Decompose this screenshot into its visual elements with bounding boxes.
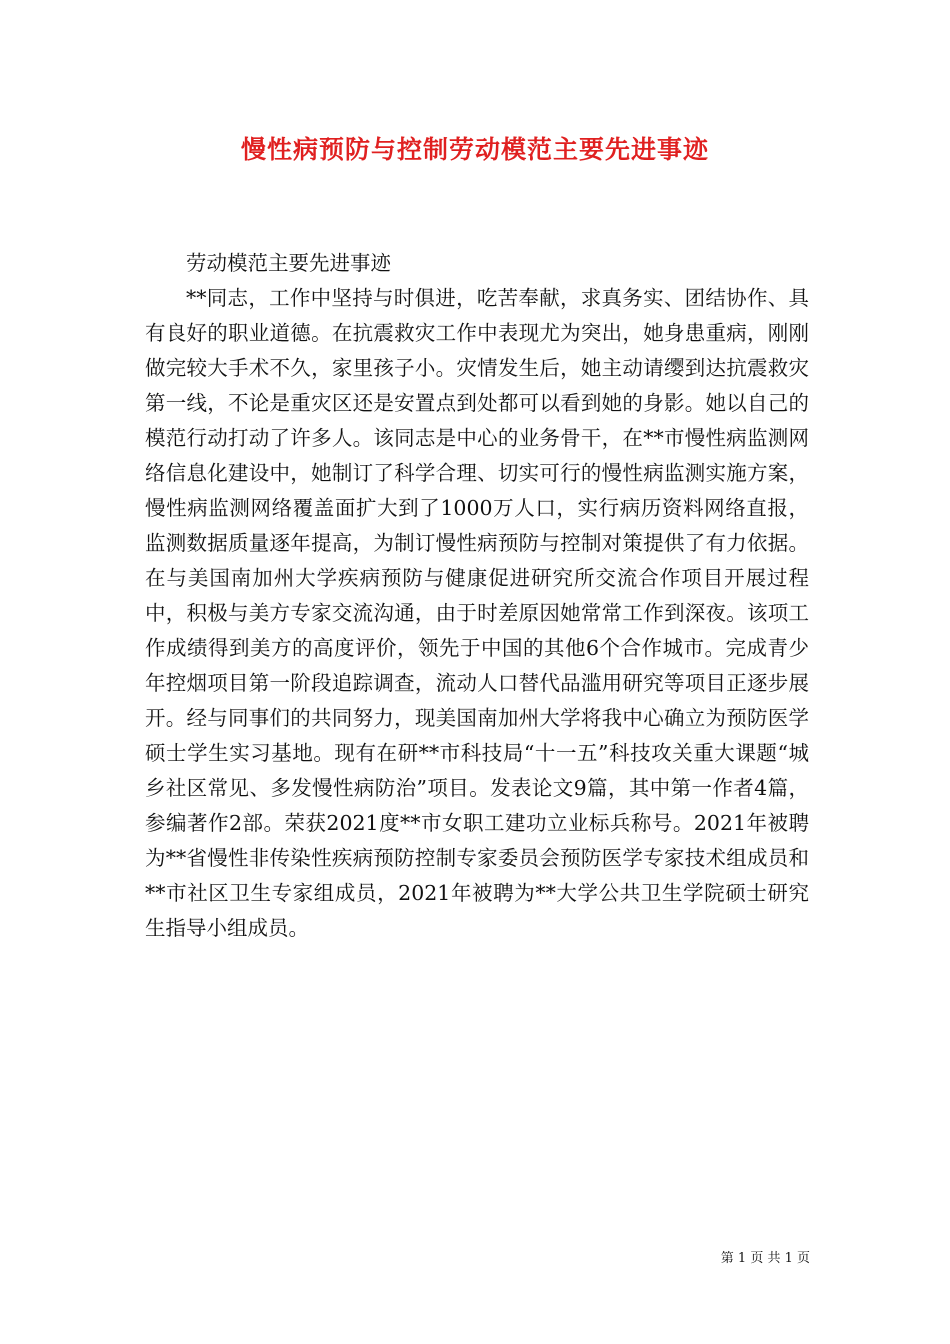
page-number-footer: 第 1 页 共 1 页	[720, 1251, 810, 1266]
body-paragraph-heading: 劳动模范主要先进事迹	[186, 251, 391, 275]
document-title: 慢性病预防与控制劳动模范主要先进事迹	[240, 135, 709, 164]
body-paragraph-main: **同志，工作中坚持与时俱进，吃苦奉献，求真务实、团结协作、具有良好的职业道德。在抗震救灾工作中表现尤为突出，她身患重病，刚刚做完较大手术不久，家里孩子小。灾情发生后，她主动请缨到达抗震救灾第一线，不论是重灾区还是安置点到处都可以看到她的身影。她以自己的模范行动打动了许多人。该同志是中心的业务骨干，在**市慢性病监测网络信息化建设中，她制订了科学合理、切实可行的慢性病监测实施方案，慢性病监测网络覆盖面扩大到了1000万人口，实行病历资料网络直报，监测数据质量逐年提高，为制订慢性病预防与控制对策提供了有力依据。在与美国南加州大学疾病预防与健康促进研究所交流合作项目开展过程中，积极与美方专家交流沟通，由于时差原因她常常工作到深夜。该项工作成绩得到美方的高度评价，领先于中国的其他6个合作城市。完成青少年控烟项目第一阶段追踪调查，流动人口替代品滥用研究等项目正逐步展开。经与同事们的共同努力，现美国南加州大学将我中心确立为预防医学硕士学生实习基地。现有在研**市科技局“十一五”科技攻关重大课题“城乡社区常见、多发慢性病防治”项目。发表论文9篇，其中第一作者4篇，参编著作2部。荣获2021度**市女职工建功立业标兵称号。2021年被聘为**省慢性非传染性疾病预防控制专家委员会预防医学专家技术组成员和**市社区卫生专家组成员，2021年被聘为**大学公共卫生学院硕士研究生指导小组成员。	[145, 286, 809, 940]
document-body	[145, 246, 809, 946]
